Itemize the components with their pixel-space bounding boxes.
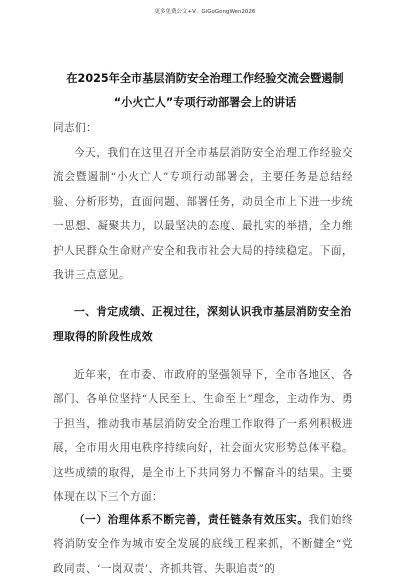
greeting: 同志们： [53, 122, 97, 134]
section-1-paragraph: 近年来，在市委、市政府的坚强领导下，全市各地区、各部门、各单位坚持“人民至上、生命至上”理念，主动作为、勇于担当，推动我市基层消防安全治理工作取得了一系列积极进展，全市用火用电秩序持续向好，社会面火灾形势总体平稳。这些成绩的取得，是全市上下共同努力不懈奋斗的结果。主要体现在以下三个方面： [53, 369, 353, 504]
title-line-1: 在2025年全市基层消防安全治理工作经验交流会暨遏制 [66, 72, 344, 85]
subsection-1-paragraph [53, 508, 353, 581]
page-header: 更多免费公文+V：GiGoGongWen2026 [154, 9, 256, 15]
intro-paragraph: 今天，我们在这里召开全市基层消防安全治理工作经验交流会暨遏制“小火亡人”专项行动部署会，主要任务是总结经验、分析形势，直面问题、部署任务，动员全市上下进一步统一思想、凝聚共力，以最坚决的态度、最扎实的举措，全力维护人民群众生命财产安全和我市社会大局的持续稳定。下面，我讲三点意见。 [53, 147, 353, 282]
subsection-1-text: 我们始终将消防安全作为城市安全发展的底线工程来抓，不断健全“党政同责、‘一岗双责’、齐抓共管、失职追责”的 [53, 514, 353, 575]
section-heading-1: 一、肯定成绩、正视过往，深刻认识我市基层消防安全治理取得的阶段性成效 [53, 305, 352, 343]
subsection-1-heading: （一）治理体系不断完善，责任链条有效压实。 [74, 514, 309, 526]
title-line-2: “小火亡人”专项行动部署会上的讲话 [113, 96, 297, 109]
